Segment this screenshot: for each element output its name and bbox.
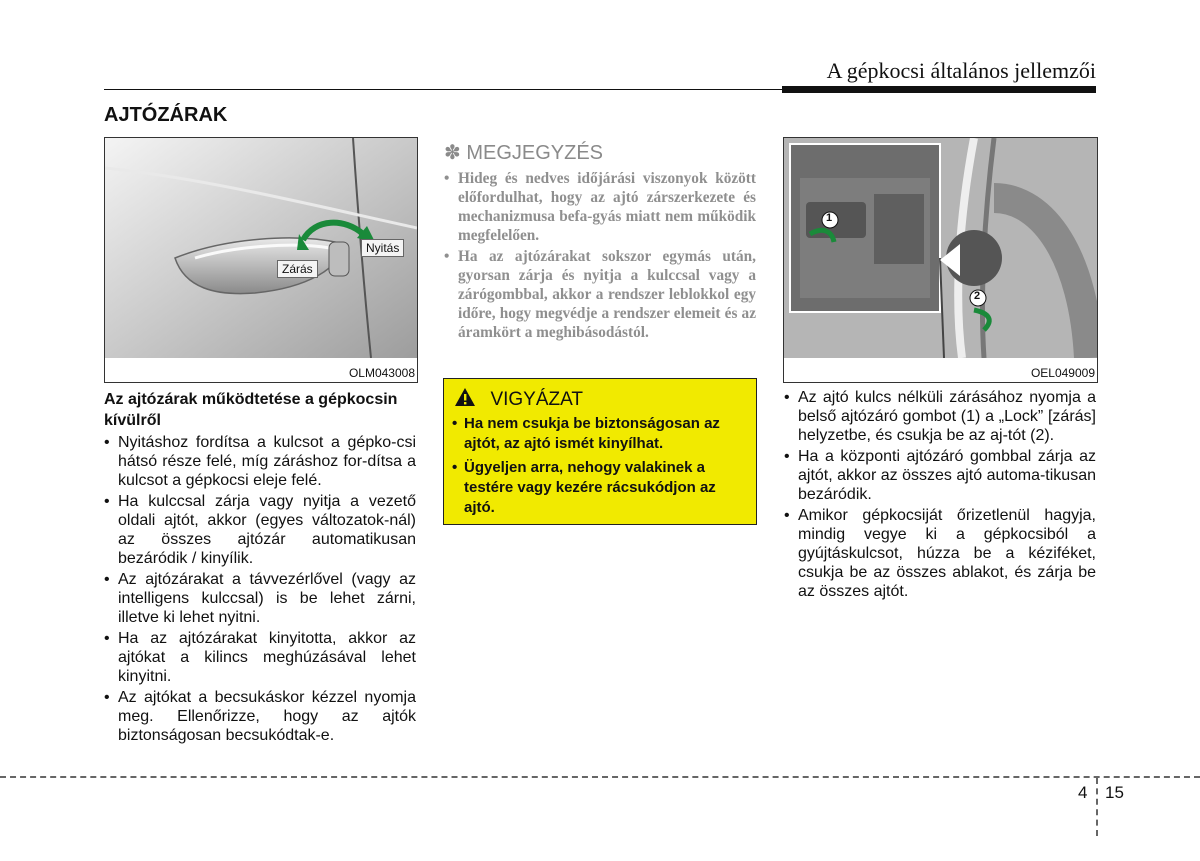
marker-1: 1	[826, 212, 833, 224]
right-bullet-list	[784, 388, 1096, 601]
right-column	[784, 388, 1096, 603]
subheading: Az ajtózárak működtetése a gépkocsin kívülről	[104, 391, 398, 429]
caution-list	[452, 414, 748, 522]
list-item: • Az ajtózárakat a távvezérlővel (vagy az intelligens kulccsal) is be lehet zárni, illetve ki lehet nyitni.	[104, 570, 416, 627]
list-item: • Nyitáshoz fordítsa a kulcsot a gépko-csi hátsó része felé, míg záráshoz for-dítsa a kulcsot a gépkocsi eleje felé.	[104, 433, 416, 490]
warning-triangle-icon	[454, 387, 476, 407]
figure-caption: OLM043008	[348, 366, 415, 380]
marker-2: 2	[974, 290, 981, 302]
list-item: • Ha nem csukja be biztonságosan az ajtót, az ajtó ismét kinyílhat.	[452, 414, 748, 454]
caution-box	[443, 378, 757, 525]
callout-close: Zárás	[277, 260, 318, 278]
section-title: AJTÓZÁRAK	[104, 104, 228, 126]
list-item: • Ha kulccsal zárja vagy nyitja a vezető oldali ajtót, akkor (egyes változatok-nál) az összes ajtózár automatikusan bezáródik / kinyílik.	[104, 492, 416, 568]
header-rule-accent	[782, 86, 1096, 93]
running-header-title: A gépkocsi általános jellemzői	[826, 58, 1096, 83]
list-item: • Ügyeljen arra, nehogy valakinek a testére vagy kezére rácsukódjon az ajtó.	[452, 458, 748, 518]
note-heading	[444, 140, 756, 165]
note-list	[444, 169, 756, 342]
caution-header	[454, 387, 583, 411]
list-item: • Ha az ajtózárakat kinyitotta, akkor az ajtókat a kilincs meghúzásával lehet kinyitni.	[104, 629, 416, 686]
note-box	[444, 140, 756, 344]
list-item: • Ha a központi ajtózáró gombbal zárja az ajtót, akkor az összes ajtó automa-tikusan bezáródik.	[784, 447, 1096, 504]
list-item: • Hideg és nedves időjárási viszonyok között előfordulhat, hogy az ajtó zárszerkezete és mechanizmusa befa-gyás miatt nem működik megfelelően.	[444, 169, 756, 245]
left-column	[104, 389, 416, 747]
note-title: MEGJEGYZÉS	[466, 142, 604, 164]
list-item: • Ha az ajtózárakat sokszor egymás után, gyorsan zárja és nyitja a kulccsal vagy a zárógombbal, akkor a rendszer leblokkol egy időre, hogy megvédje a rendszer elemeit és az áramkört a meghibásodástól.	[444, 247, 756, 342]
figure-caption: OEL049009	[1030, 366, 1095, 380]
door-lock-illustration	[784, 138, 1097, 382]
list-item: • Amikor gépkocsiját őrizetlenül hagyja, mindig vegye ki a gépkocsiból a gyújtáskulcsot, húzza be a kéziféket, csukja be az összes ablakot, és zárja be az összes ajtót.	[784, 506, 1096, 601]
list-item: • Az ajtó kulcs nélküli zárásához nyomja a belső ajtózáró gombot (1) a „Lock” [zárás] helyzetbe, és csukja be az aj-tót (2).	[784, 388, 1096, 445]
footer-rule	[0, 776, 1200, 778]
door-handle-illustration	[105, 138, 417, 382]
callout-open: Nyitás	[361, 239, 404, 257]
door-handle-figure	[104, 137, 418, 383]
chapter-number: 4	[1078, 783, 1088, 802]
note-symbol-icon: ✽	[444, 142, 461, 164]
list-item: • Az ajtókat a becsukáskor kézzel nyomja meg. Ellenőrizze, hogy az ajtók biztonságosan becsukódtak-e.	[104, 688, 416, 745]
page-number: 15	[1105, 783, 1124, 802]
footer-divider	[1096, 778, 1098, 836]
left-bullet-list	[104, 433, 416, 745]
caution-title: VIGYÁZAT	[490, 389, 584, 410]
door-lock-figure	[783, 137, 1098, 383]
